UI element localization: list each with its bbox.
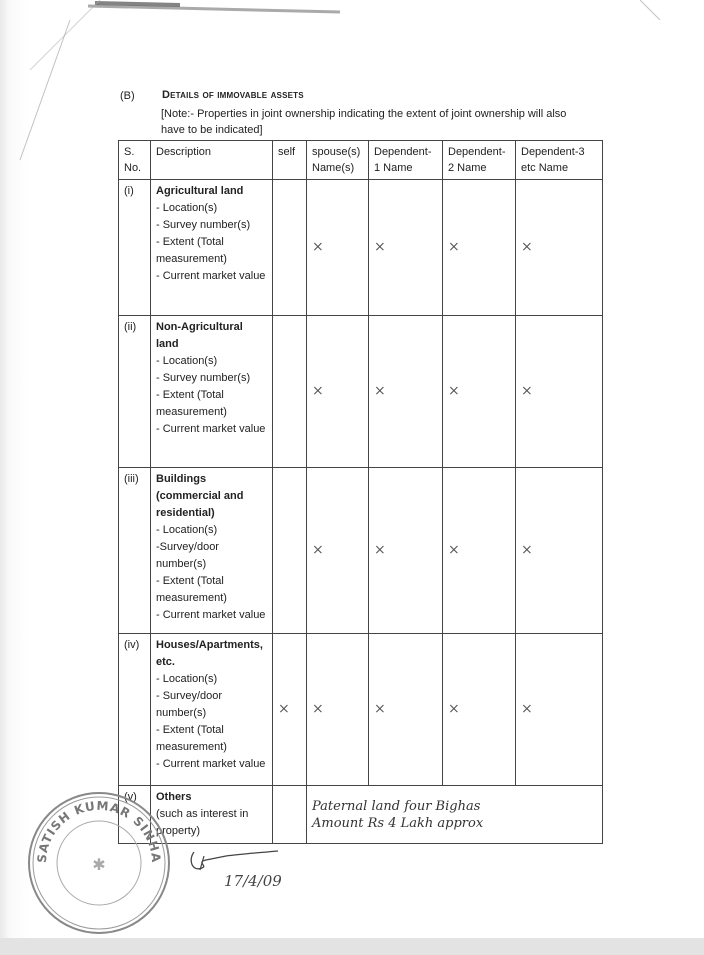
row-sno: (iii) (119, 468, 151, 634)
row-description (151, 180, 273, 316)
table-header-row (119, 141, 603, 180)
handwritten-line: Paternal land four Bighas (312, 798, 481, 814)
row-sno: (i) (119, 180, 151, 316)
svg-text:✱: ✱ (92, 855, 106, 874)
section-label: (B) (120, 90, 135, 102)
row-item: - Current market value (156, 423, 266, 435)
row-sno: (v) (119, 786, 151, 844)
row-item: - Extent (Total measurement) (156, 389, 227, 418)
row-category: Agricultural land (156, 185, 244, 197)
section-note: [Note:- Properties in joint ownership indicating the extent of joint ownership will also have to be indicated] (161, 108, 567, 136)
cell-dependent-3: × (516, 468, 603, 634)
row-description (151, 316, 273, 468)
header-sno: S. No. (119, 141, 151, 180)
header-spouse: spouse(s) Name(s) (307, 141, 369, 180)
cell-dependent-1: × (369, 468, 443, 634)
handwritten-signature (186, 842, 346, 902)
row-item: - Survey/door number(s) (156, 690, 223, 719)
cell-self (273, 180, 307, 316)
cell-dependent-1: × (369, 316, 443, 468)
row-item: - Current market value (156, 758, 266, 770)
row-category: Buildings (commercial and residential) (156, 473, 244, 519)
table-row (119, 180, 603, 316)
cell-others-handwritten (307, 786, 603, 844)
row-category: Non-Agricultural land (156, 321, 243, 350)
header-dependent-1: Dependent-1 Name (369, 141, 443, 180)
row-item: - Location(s) (156, 355, 218, 367)
svg-text:17/4/09: 17/4/09 (224, 872, 282, 890)
official-seal-stamp (26, 790, 172, 936)
header-self: self (273, 141, 307, 180)
header-dependent-2: Dependent-2 Name (443, 141, 516, 180)
cell-dependent-3: × (516, 634, 603, 786)
cell-dependent-2: × (443, 180, 516, 316)
cell-dependent-3: × (516, 180, 603, 316)
row-description (151, 634, 273, 786)
section-title: Details of immovable assets (162, 89, 304, 101)
cell-spouse: × (307, 316, 369, 468)
row-item: - Current market value (156, 270, 266, 282)
cell-dependent-2: × (443, 634, 516, 786)
cell-spouse: × (307, 468, 369, 634)
cell-self: × (273, 634, 307, 786)
row-item: - Survey number(s) (156, 372, 251, 384)
cell-spouse: × (307, 634, 369, 786)
cell-spouse: × (307, 180, 369, 316)
row-item: -Survey/door number(s) (156, 541, 219, 570)
cell-dependent-2: × (443, 316, 516, 468)
row-item: - Current market value (156, 609, 266, 621)
cell-self (273, 468, 307, 634)
row-item: - Extent (Total measurement) (156, 236, 227, 265)
row-item: - Location(s) (156, 673, 218, 685)
cell-self (273, 316, 307, 468)
table-row (119, 786, 603, 844)
row-item: - Location(s) (156, 524, 218, 536)
row-item: - Extent (Total measurement) (156, 575, 227, 604)
immovable-assets-table (118, 140, 603, 844)
row-sno: (ii) (119, 316, 151, 468)
row-category: Houses/Apartments, etc. (156, 639, 263, 668)
row-item: - Survey number(s) (156, 219, 251, 231)
svg-text:SATISH KUMAR SINHA: SATISH KUMAR SINHA (34, 798, 164, 864)
cell-dependent-3: × (516, 316, 603, 468)
table-row (119, 468, 603, 634)
header-description: Description (151, 141, 273, 180)
cell-dependent-2: × (443, 468, 516, 634)
handwritten-line: Amount Rs 4 Lakh approx (312, 815, 484, 831)
row-item: - Location(s) (156, 202, 218, 214)
row-category: Others (156, 791, 192, 803)
table-row (119, 634, 603, 786)
header-dependent-3: Dependent-3 etc Name (516, 141, 603, 180)
row-sno: (iv) (119, 634, 151, 786)
cell-dependent-1: × (369, 634, 443, 786)
row-item: - Extent (Total measurement) (156, 724, 227, 753)
row-description (151, 468, 273, 634)
row-item: (such as interest in property) (156, 808, 249, 837)
cell-dependent-1: × (369, 180, 443, 316)
table-row (119, 316, 603, 468)
cell-self (273, 786, 307, 844)
